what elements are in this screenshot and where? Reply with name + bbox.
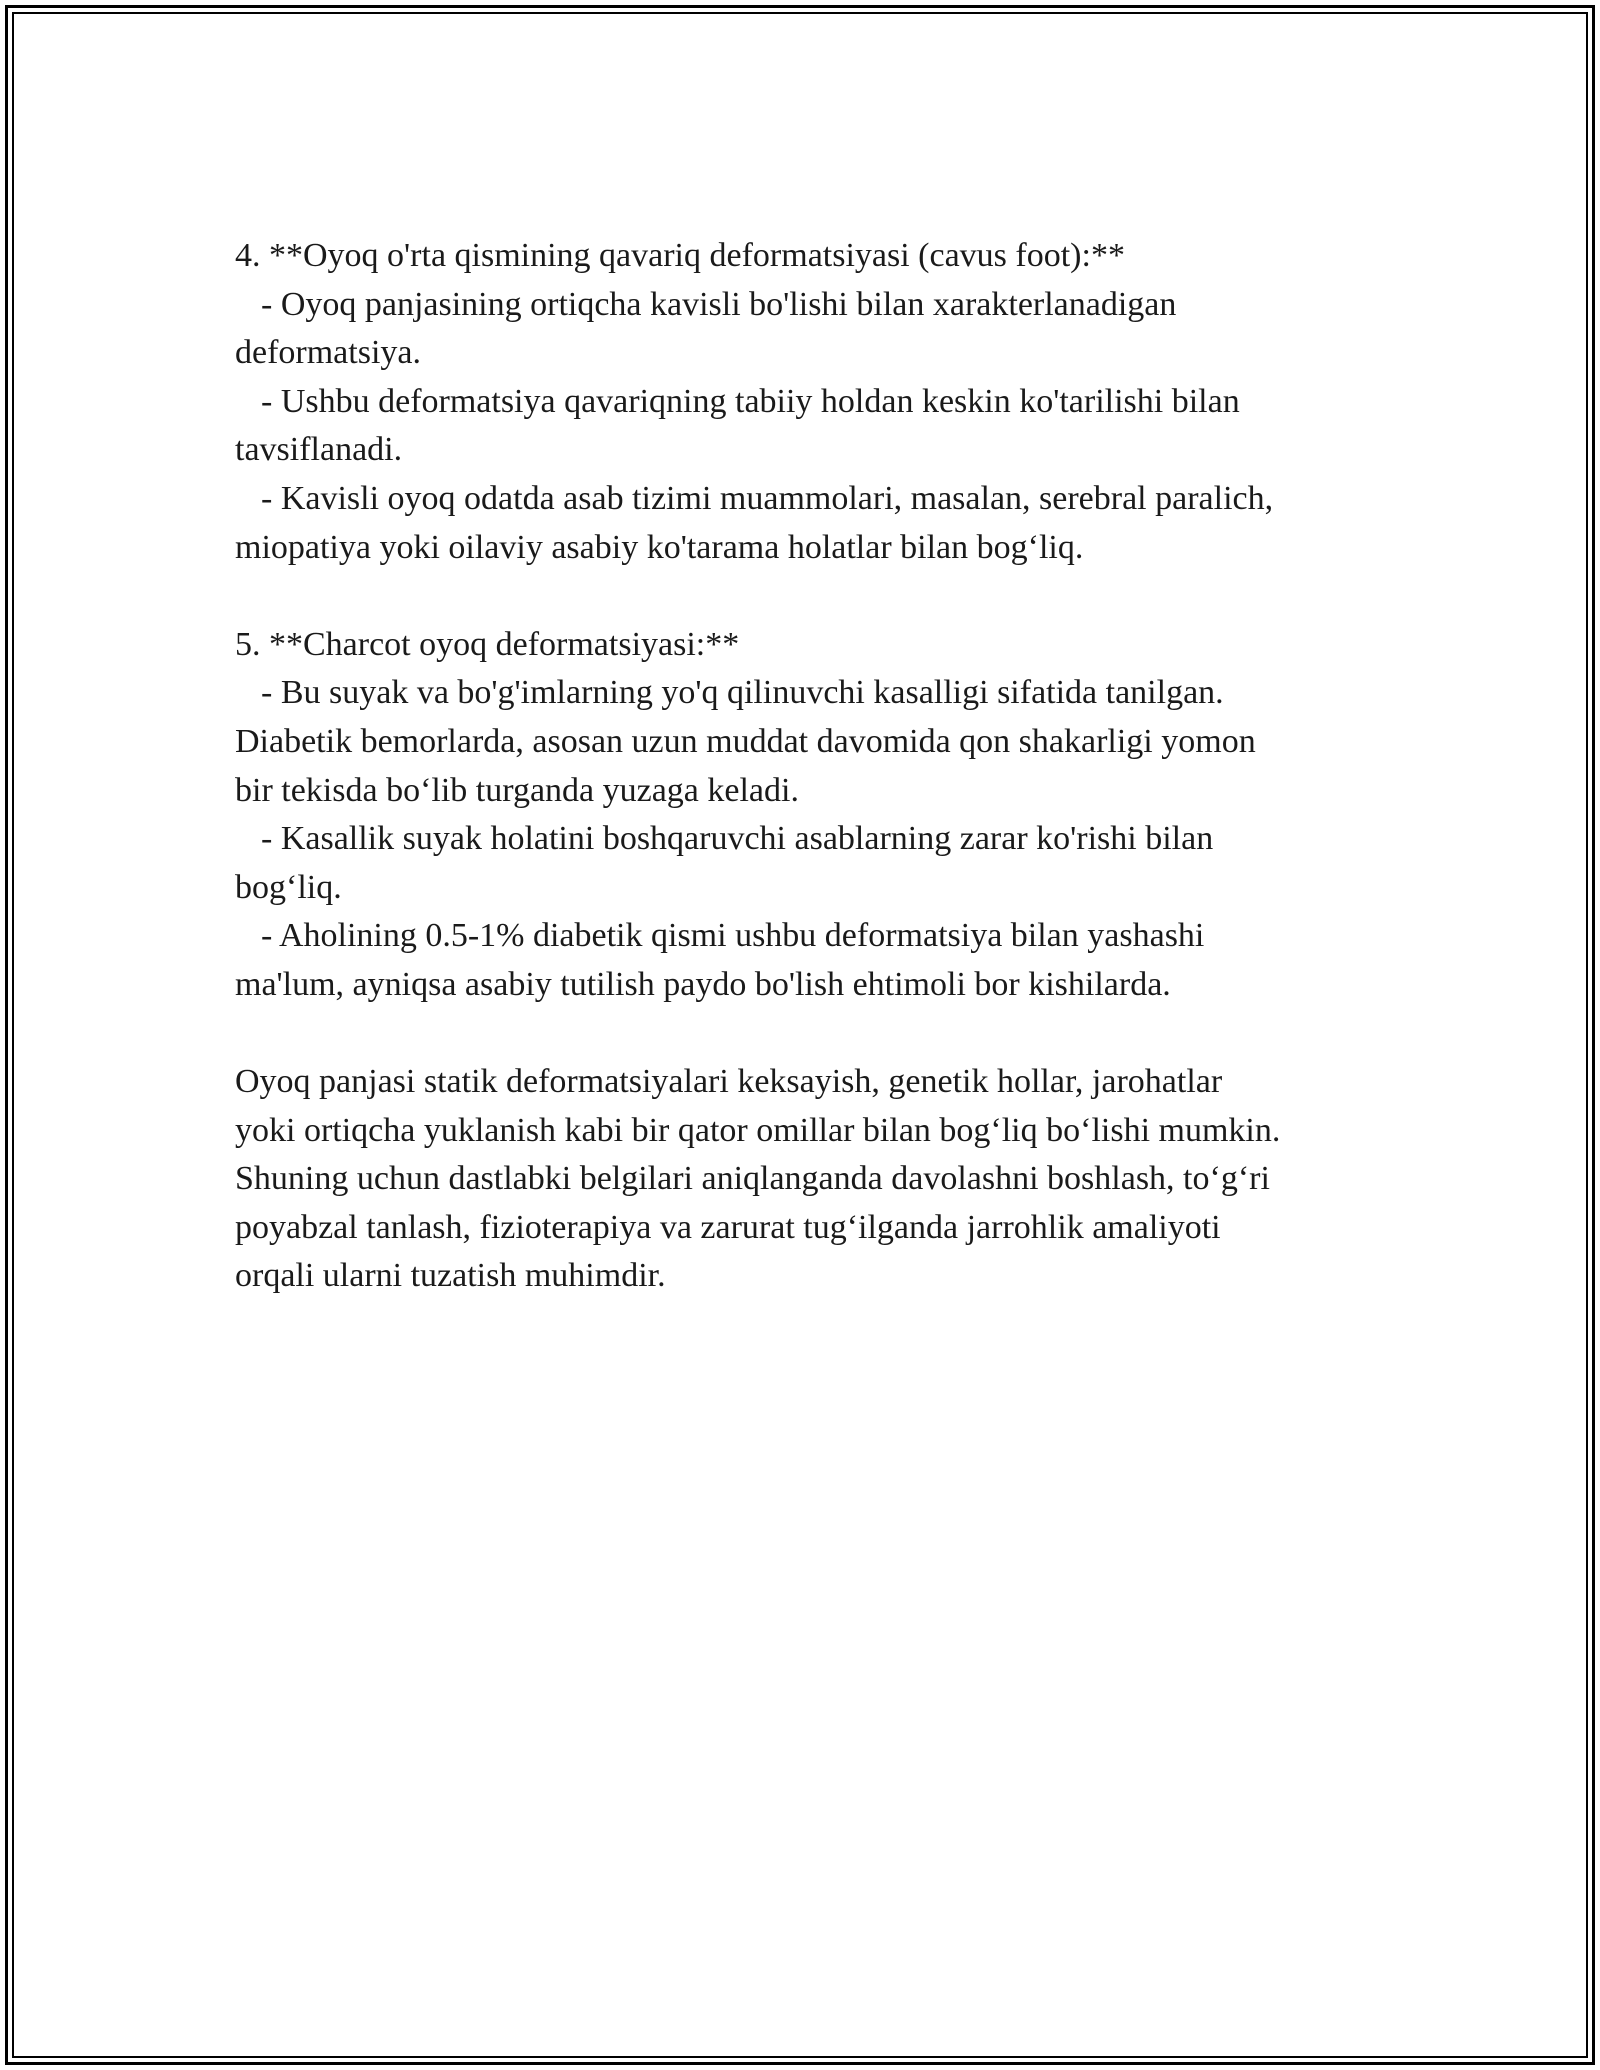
section-charcot-foot — [235, 621, 1385, 1010]
bullet-item — [235, 912, 1385, 1009]
bullet-line: ma'lum, ayniqsa asabiy tutilish paydo bo'lish ehtimoli bor kishilarda. — [235, 965, 1171, 1003]
bullet-line: - Aholining 0.5-1% diabetik qismi ushbu deformatsiya bilan yashashi — [261, 917, 1205, 955]
conclusion-line: Oyoq panjasi statik deformatsiyalari keksayish, genetik hollar, jarohatlar — [235, 1063, 1223, 1101]
section-cavus-foot — [235, 232, 1385, 572]
section-heading: 4. **Oyoq o'rta qismining qavariq deformatsiyasi (cavus foot):** — [235, 237, 1125, 274]
document-body — [235, 232, 1385, 1301]
bullet-item — [235, 669, 1385, 815]
bullet-line: - Kasallik suyak holatini boshqaruvchi asablarning zarar ko'rishi bilan — [261, 820, 1214, 858]
bullet-line: bog‘liq. — [235, 868, 342, 906]
conclusion-line: Shuning uchun dastlabki belgilari aniqlanganda davolashni boshlash, to‘g‘ri — [235, 1160, 1270, 1198]
bullet-item — [235, 281, 1385, 378]
bullet-line: miopatiya yoki oilaviy asabiy ko'tarama holatlar bilan bog‘liq. — [235, 528, 1084, 566]
bullet-item — [235, 378, 1385, 475]
bullet-item — [235, 475, 1385, 572]
section-heading: 5. **Charcot oyoq deformatsiyasi:** — [235, 625, 740, 663]
paragraph-spacer — [235, 572, 1385, 621]
paragraph-spacer — [235, 1010, 1385, 1059]
bullet-line: - Oyoq panjasining ortiqcha kavisli bo'lishi bilan xarakterlanadigan — [261, 285, 1177, 323]
bullet-line: - Bu suyak va bo'g'imlarning yo'q qilinuvchi kasalligi sifatida tanilgan. — [261, 674, 1224, 712]
bullet-line: deformatsiya. — [235, 334, 421, 372]
bullet-line: bir tekisda bo‘lib turganda yuzaga keladi. — [235, 771, 799, 809]
conclusion-line: orqali ularni tuzatish muhimdir. — [235, 1257, 666, 1295]
bullet-line: tavsiflanadi. — [235, 431, 403, 469]
conclusion-line: poyabzal tanlash, fizioterapiya va zarurat tug‘ilganda jarrohlik amaliyoti — [235, 1208, 1221, 1246]
conclusion-line: yoki ortiqcha yuklanish kabi bir qator omillar bilan bog‘liq bo‘lishi mumkin. — [235, 1111, 1281, 1149]
bullet-line: - Ushbu deformatsiya qavariqning tabiiy holdan keskin ko'tarilishi bilan — [261, 382, 1240, 420]
bullet-line: - Kavisli oyoq odatda asab tizimi muammolari, masalan, serebral paralich, — [261, 479, 1274, 517]
bullet-item — [235, 815, 1385, 912]
bullet-line: Diabetik bemorlarda, asosan uzun muddat davomida qon shakarligi yomon — [235, 722, 1256, 760]
conclusion-paragraph — [235, 1058, 1385, 1301]
